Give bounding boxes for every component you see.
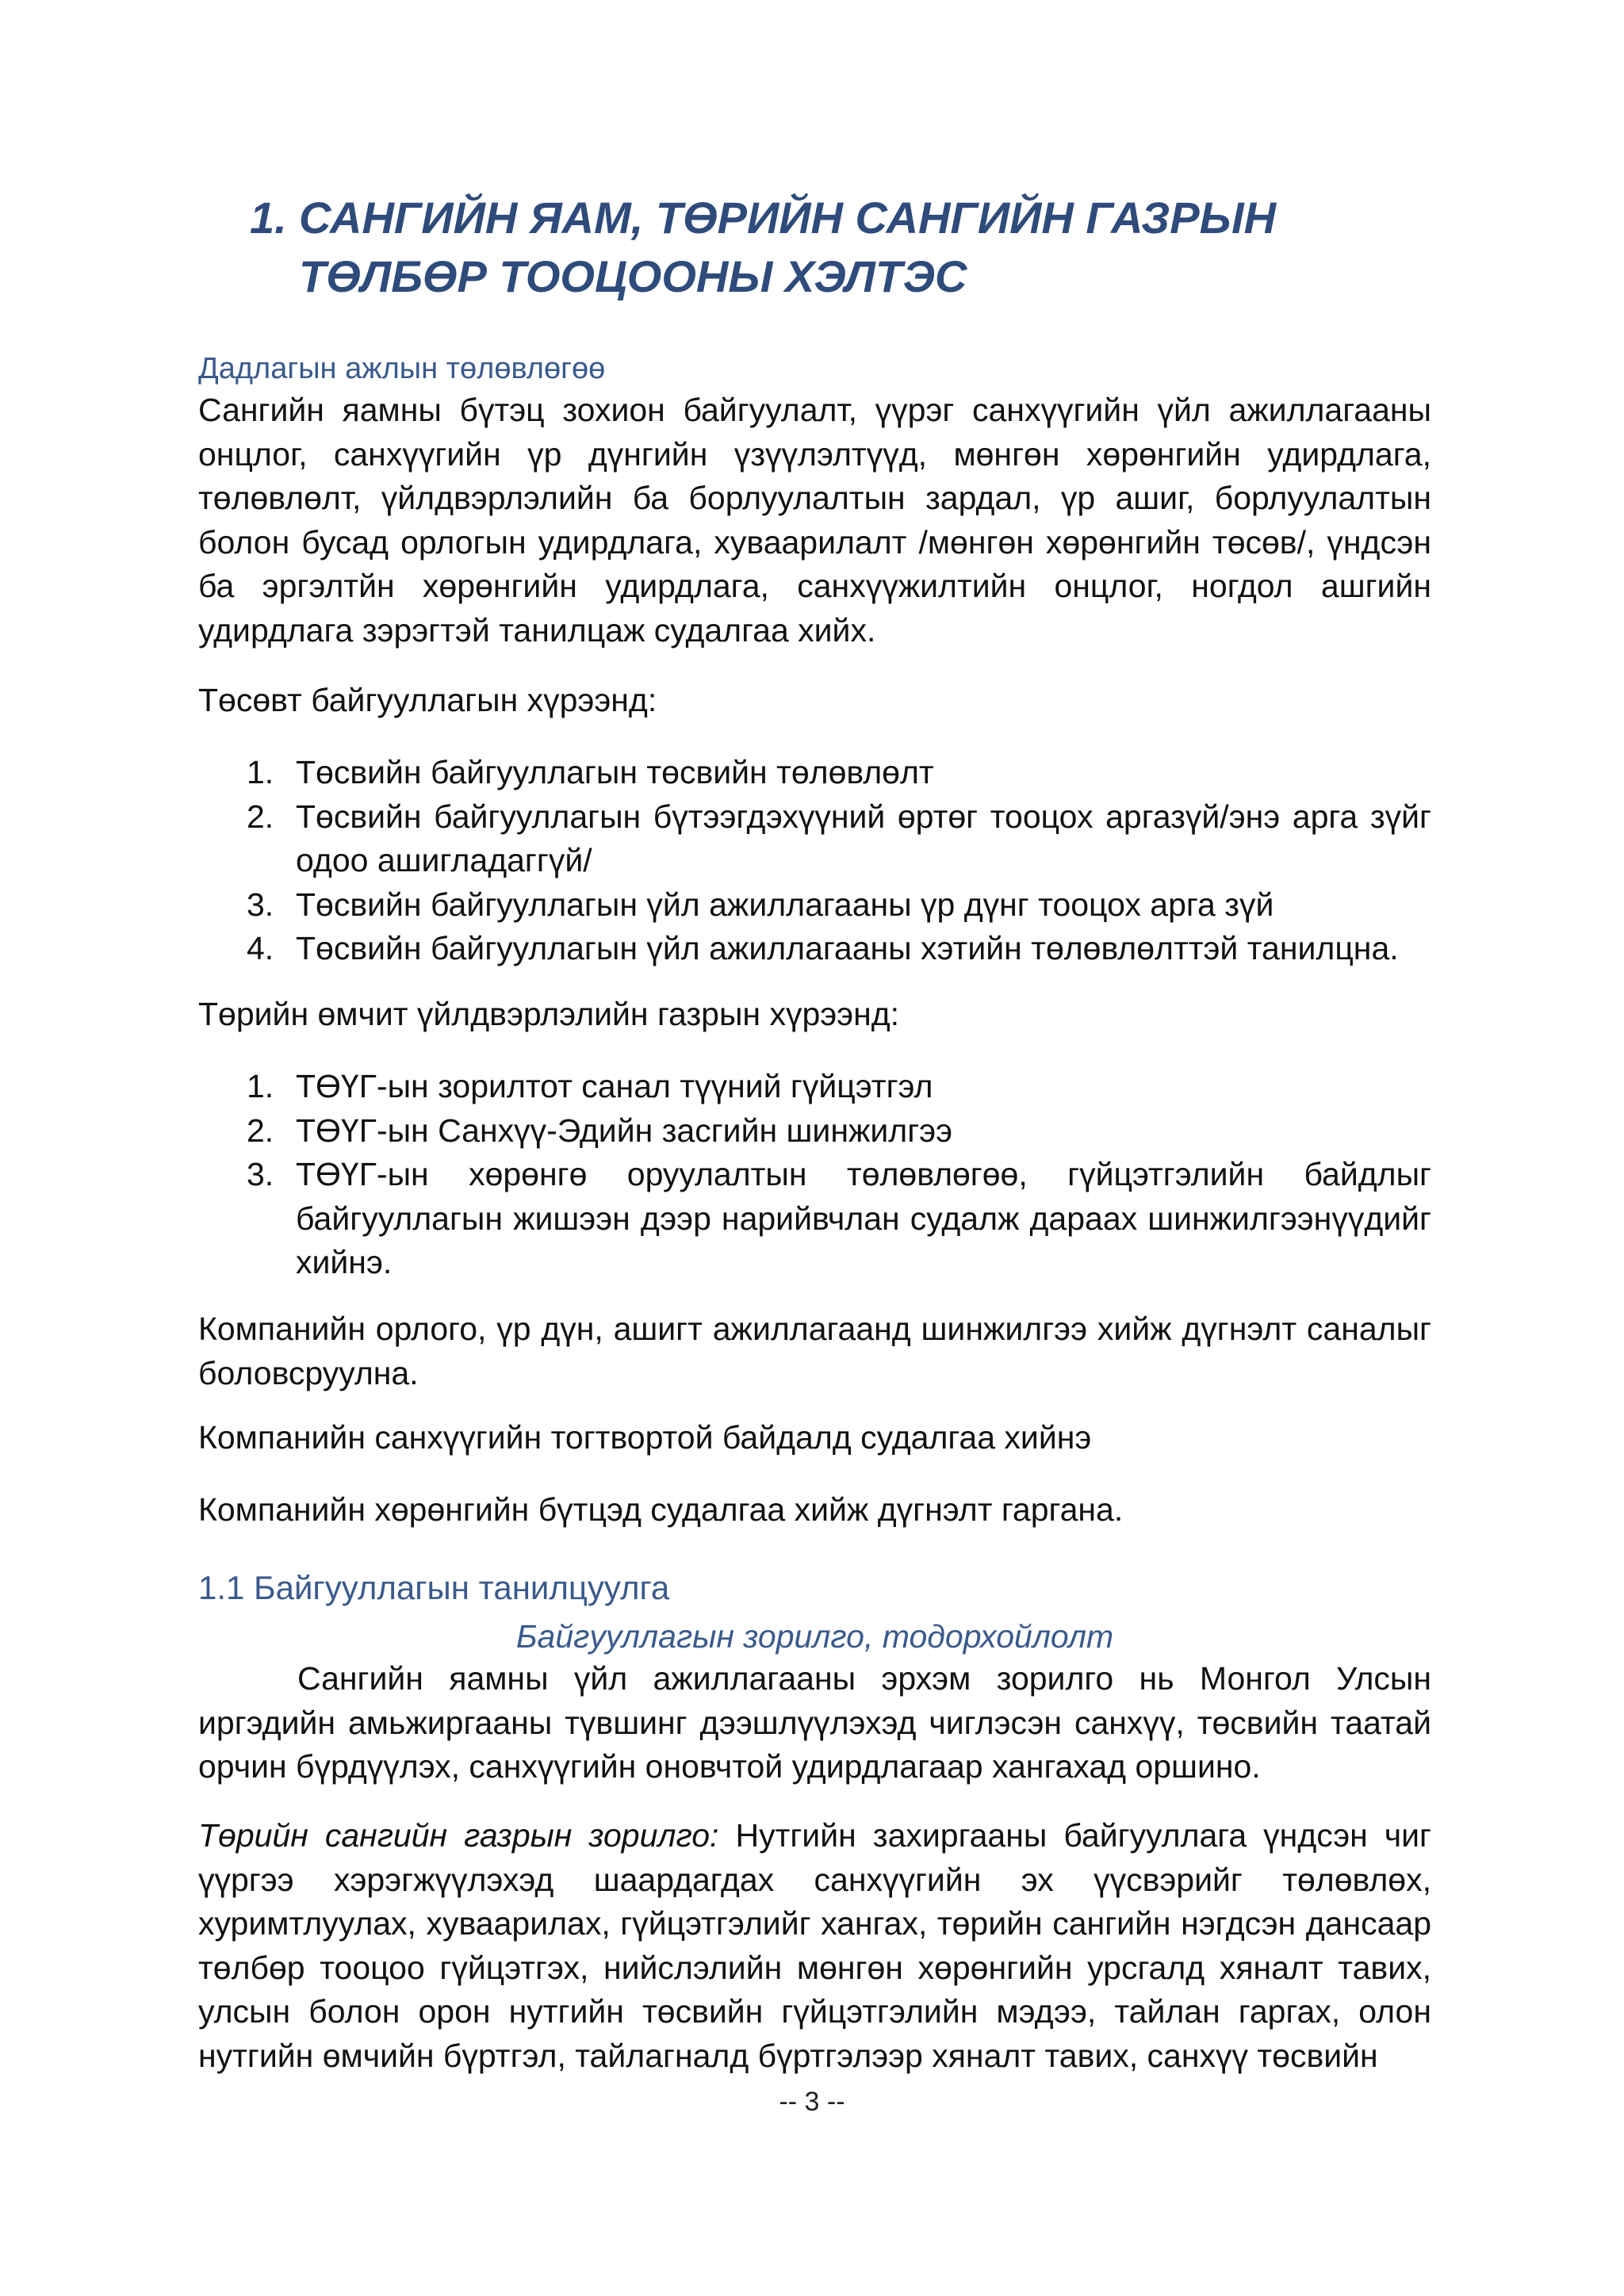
list-item-number: 1. xyxy=(247,754,274,790)
list-item xyxy=(198,1109,1431,1154)
list-item-number: 3. xyxy=(247,1156,274,1192)
list-item xyxy=(198,751,1431,795)
state-intro: Төрийн өмчит үйлдвэрлэлийн газрын хүрээнд: xyxy=(198,996,900,1032)
title-line-2: ТӨЛБӨР ТООЦООНЫ ХЭЛТЭС xyxy=(299,251,967,301)
list-item-text: Төсвийн байгууллагын бүтээгдэхүүний өртөг тооцох аргазүй/энэ арга зүйг одоо ашигладаггүй/ xyxy=(296,798,1431,878)
list-item-number: 2. xyxy=(247,798,274,835)
title-number: 1. xyxy=(250,193,287,243)
treasury-text: Нутгийн захиргааны байгууллага үндсэн чиг үүргээ хэрэгжүүлэхэд шаардагдах санхүүгийн эх үүсвэрийг төлөвлөх, хуримтлуулах, хуваарилах, гүйцэтгэлийг хангах, төрийн сангийн нэгдсэн дансаар төлбөр тооцоо гүйцэтгэх, нийслэлийн мөнгөн хөрөнгийн урсгалд хяналт тавих, улсын болон орон нутгийн төсвийн гүйцэтгэлийн мэдээ, тайлан гаргах, олон нутгийн өмчийн бүртгэл, тайлагналд бүртгэлээр хяналт тавих, санхүү төсвийн xyxy=(198,1817,1431,2074)
list-item xyxy=(198,1065,1431,1109)
treasury-paragraph xyxy=(198,1814,1431,2078)
company-paragraph-1: Компанийн орлого, үр дүн, ашигт ажиллагаанд шинжилгээ хийж дүгнэлт саналыг боловсруулна. xyxy=(198,1311,1431,1391)
list-item-number: 1. xyxy=(247,1068,274,1104)
list-item xyxy=(198,927,1431,971)
budget-intro: Төсөвт байгууллагын хүрээнд: xyxy=(198,682,657,718)
page-number: -- 3 -- xyxy=(779,2087,845,2117)
list-item xyxy=(198,1153,1431,1285)
list-item-number: 2. xyxy=(247,1112,274,1149)
list-item-text: ТӨҮГ-ын хөрөнгө оруулалтын төлөвлөгөө, гүйцэтгэлийн байдлыг байгууллагын жишээн дээр нарийвчлан судалж дараах шинжилгээнүүдийг хийнэ. xyxy=(296,1156,1431,1280)
list-item xyxy=(198,795,1431,883)
treasury-label: Төрийн сангийн газрын зорилго: xyxy=(198,1817,719,1854)
list-item-text: Төсвийн байгууллагын үйл ажиллагааны хэтийн төлөвлөлттэй танилцна. xyxy=(296,930,1399,966)
section-heading-plan: Дадлагын ажлын төлөвлөгөө xyxy=(198,352,606,385)
title-line-1: САНГИЙН ЯАМ, ТӨРИЙН САНГИЙН ГАЗРЫН xyxy=(299,193,1277,243)
list-item-text: Төсвийн байгууллагын төсвийн төлөвлөлт xyxy=(296,754,934,790)
page-title xyxy=(250,189,1439,306)
list-item xyxy=(198,883,1431,928)
section-heading-intro: 1.1 Байгууллагын танилцуулга xyxy=(198,1569,670,1606)
list-item-number: 4. xyxy=(247,930,274,966)
company-paragraph-3: Компанийн хөрөнгийн бүтцэд судалгаа хийж дүгнэлт гаргана. xyxy=(198,1491,1124,1528)
state-list xyxy=(198,1065,1431,1285)
list-item-text: ТӨҮГ-ын Санхүү-Эдийн засгийн шинжилгээ xyxy=(296,1112,953,1149)
plan-paragraph: Сангийн яамны бүтэц зохион байгуулалт, үүрэг санхүүгийн үйл ажиллагааны онцлог, санхүүгийн үр дүнгийн үзүүлэлтүүд, мөнгөн хөрөнгийн удирдлага, төлөвлөлт, үйлдвэрлэлийн ба борлуулалтын зардал, үр ашиг, борлуулалтын болон бусад орлогын удирдлага, хуваарилалт /мөнгөн хөрөнгийн төсөв/, үндсэн ба эргэлтйн хөрөнгийн удирдлага, санхүүжилтийн онцлог, ногдол ашгийн удирдлага зэрэгтэй танилцаж судалгаа хийх. xyxy=(198,392,1431,649)
list-item-text: ТӨҮГ-ын зорилтот санал түүний гүйцэтгэл xyxy=(296,1068,933,1104)
mission-paragraph: Сангийн яамны үйл ажиллагааны эрхэм зорилго нь Монгол Улсын иргэдийн амьжиргааны түвшинг дээшлүүлэхэд чиглэсэн санхүү, төсвийн таатай орчин бүрдүүлэх, санхүүгийн оновчтой удирдлагаар хангахад оршино. xyxy=(198,1660,1431,1785)
company-paragraph-2: Компанийн санхүүгийн тогтвортой байдалд судалгаа хийнэ xyxy=(198,1419,1092,1456)
list-item-text: Төсвийн байгууллагын үйл ажиллагааны үр дүнг тооцох арга зүй xyxy=(296,886,1274,923)
budget-list xyxy=(198,751,1431,971)
list-item-number: 3. xyxy=(247,886,274,923)
section-subheading: Байгууллагын зорилго, тодорхойлолт xyxy=(515,1618,1114,1655)
